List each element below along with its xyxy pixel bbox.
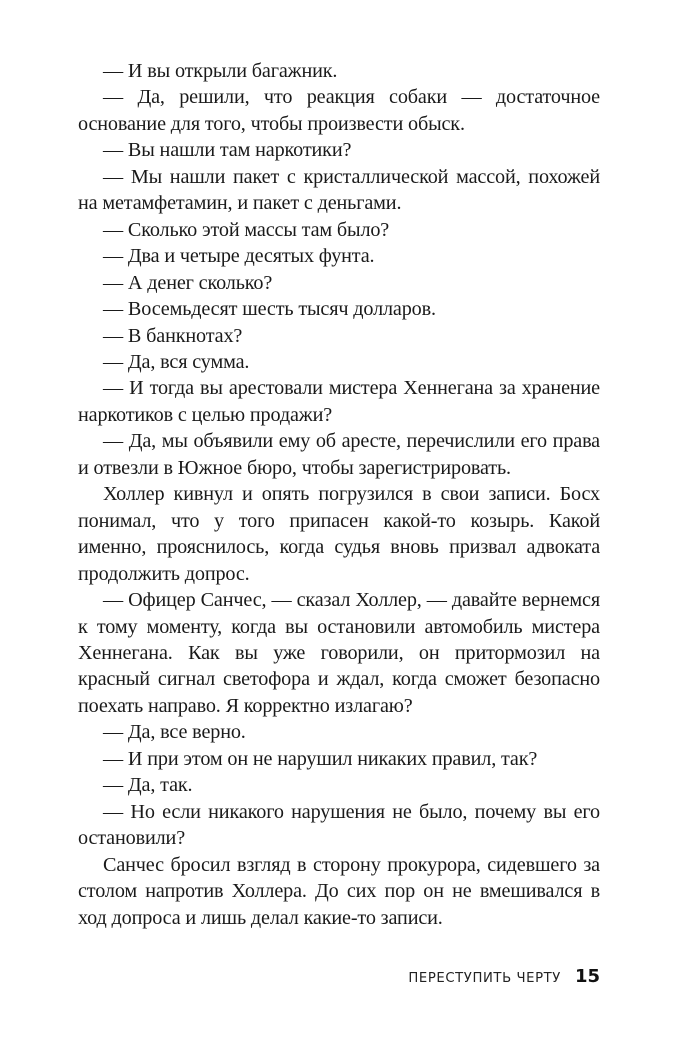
paragraph: — И тогда вы арестовали мистера Хеннегана за хранение наркотиков с целью продажи? [78,377,600,426]
paragraph: — Мы нашли пакет с кристаллической массой, похожей на метамфетамин, и пакет с деньгами. [78,165,600,215]
paragraph: — Два и четыре десятых фунта. [103,245,375,268]
page-body [78,58,600,931]
paragraph: Холлер кивнул и опять погрузился в свои записи. Босх понимал, что у того припасен какой-то козырь. Какой именно, прояснилось, когда судья вновь призвал адвоката продолжить допрос. [78,483,600,585]
running-head: ПЕРЕСТУПИТЬ ЧЕРТУ [408,971,561,986]
paragraph: — Да, мы объявили ему об аресте, перечислили его права и отвезли в Южное бюро, чтобы зарегистрировать. [78,430,600,479]
page-number: 15 [574,966,600,987]
paragraph: — Да, так. [103,774,193,797]
paragraph: — Да, решили, что реакция собаки — достаточное основание для того, чтобы произвести обыск. [78,86,600,135]
paragraph: — Вы нашли там наркотики? [103,139,352,162]
paragraph: — Но если никакого нарушения не было, почему вы его остановили? [78,800,600,850]
paragraph: — В банкнотах? [103,324,243,347]
page-footer [360,966,600,987]
paragraph: — Да, все верно. [103,721,246,744]
paragraph: — И при этом он не нарушил никаких правил, так? [103,747,538,770]
paragraph: — Офицер Санчес, — сказал Холлер, — давайте вернемся к тому моменту, когда вы остановили автомобиль мистера Хеннегана. Как вы уже говорили, он притормозил на красный сигнал светофора и ждал, когда сможет безопасно поехать направо. Я корректно излагаю? [78,589,600,717]
paragraph: — Восемьдесят шесть тысяч долларов. [103,298,436,321]
paragraph: — А денег сколько? [103,271,273,294]
paragraph: — И вы открыли багажник. [103,60,338,82]
paragraph: — Сколько этой массы там было? [103,218,390,241]
paragraph: Санчес бросил взгляд в сторону прокурора, сидевшего за столом напротив Холлера. До сих пор он не вмешивался в ход допроса и лишь делал какие-то записи. [78,853,600,929]
paragraph: — Да, вся сумма. [103,350,250,373]
